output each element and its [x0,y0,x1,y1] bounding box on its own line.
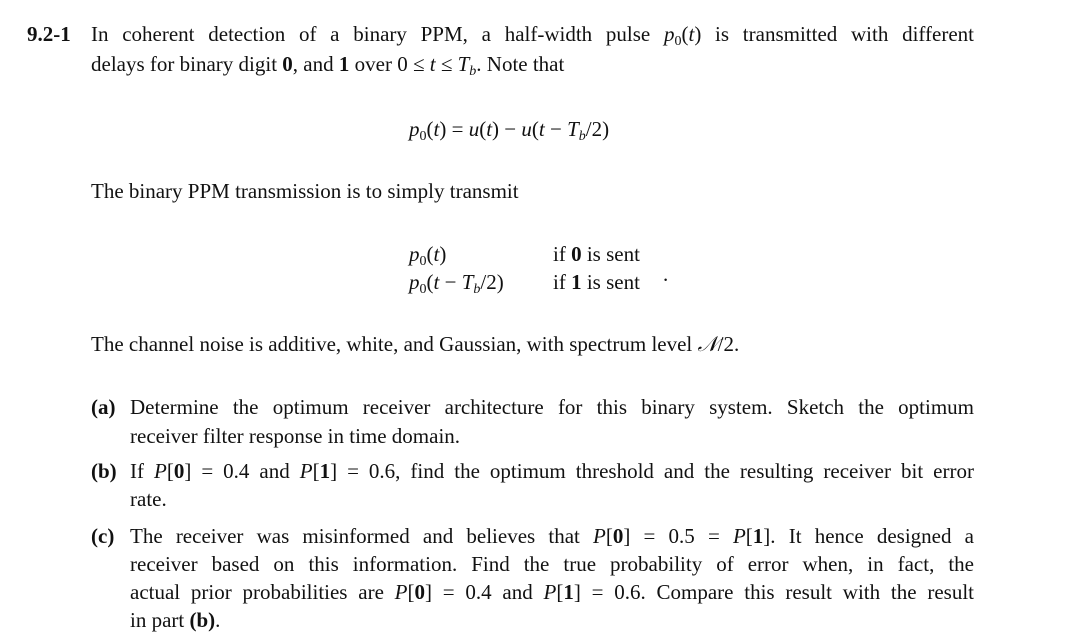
transmit-sentence: The binary PPM transmission is to simply transmit [91,179,519,203]
part-b-line-1: If P[0] = 0.4 and P[1] = 0.6, find the optimum threshold and the resulting receiver bit error [130,459,974,483]
part-c-line-1: The receiver was misinformed and believes that P[0] = 0.5 = P[1]. It hence designed a [130,524,974,548]
part-a-line-2: receiver filter response in time domain. [130,424,461,448]
problem-number: 9.2-1 [27,22,71,46]
part-c-line-2: receiver based on this information. Find the true probability of error when, in fact, the [130,552,974,576]
equation-pulse-definition: $p_0(t) = u(t) - u(t - T_b/2)$ [409,117,610,144]
part-c-line-3: actual prior probabilities are P[0] = 0.4 and P[1] = 0.6. Compare this result with the result [130,580,974,604]
part-b-line-2: rate. [130,487,167,511]
part-a-line-1: Determine the optimum receiver architecture for this binary system. Sketch the optimum [130,395,974,419]
part-c-label: (c) [91,524,115,548]
part-c-line-4: in part (b). [130,608,221,632]
part-b-label: (b) [91,459,117,483]
case-terminator: . [663,262,669,286]
case-condition-1: if 1 is sent [553,270,640,294]
intro-line-2: delays for binary digit 0, and 1 over $0 \le t \le T_b$. Note that [91,52,565,79]
case-signal-1: $p_0(t - T_b/2)$ [409,270,504,297]
part-a-label: (a) [91,395,116,419]
case-signal-0: $p_0(t)$ [409,242,447,269]
intro-line-1: In coherent detection of a binary PPM, a half-width pulse $p_0(t)$ is transmitted with different [91,22,974,49]
noise-sentence: The channel noise is additive, white, and Gaussian, with spectrum level 𝒩/2. [91,332,740,356]
case-condition-0: if 0 is sent [553,242,640,266]
